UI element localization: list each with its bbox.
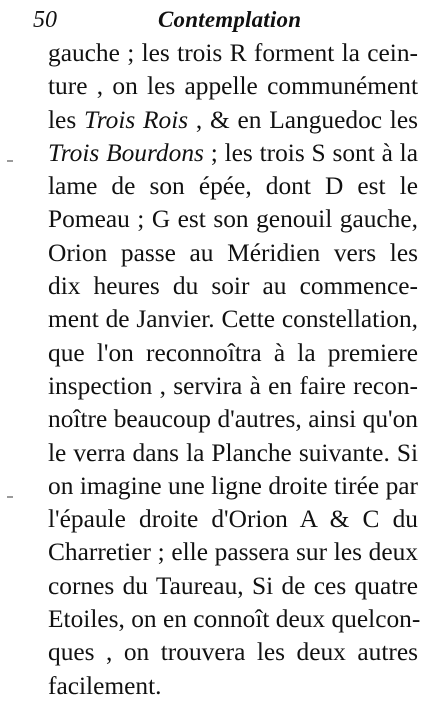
- text-segment: Etoiles, on en connoît deux quelcon-: [48, 605, 421, 634]
- text-segment: cornes du Taureau, Si de ces quatre: [48, 571, 418, 600]
- text-line: [48, 170, 418, 203]
- text-segment: Pomeau ; G est son genouil gauche,: [48, 205, 418, 234]
- text-line: [48, 570, 418, 603]
- page-number: 50: [33, 7, 57, 33]
- page-header: [33, 6, 413, 34]
- text-line: [48, 237, 418, 270]
- text-segment: Charretier ; elle passera sur les deux: [48, 538, 418, 567]
- text-segment: lame de son épée, dont D est le: [48, 172, 418, 201]
- text-segment: facilement.: [48, 671, 162, 700]
- text-line: [48, 503, 418, 536]
- margin-mark: [7, 496, 13, 498]
- body-text: [48, 37, 421, 703]
- text-segment: noître beaucoup d'autres, ainsi qu'on: [48, 405, 418, 434]
- running-title: Contemplation: [158, 7, 302, 32]
- text-line: [48, 437, 418, 470]
- text-segment: que l'on reconnoîtra à la premiere: [48, 338, 418, 367]
- text-segment: , & en Languedoc les: [188, 105, 418, 134]
- text-segment: gauche ; les trois R forment la cein-: [48, 39, 418, 67]
- text-segment: inspection , servira à en faire recon-: [48, 371, 418, 400]
- text-line: [48, 137, 418, 170]
- text-line: [48, 636, 418, 669]
- text-segment: ; les trois S sont à la: [203, 138, 418, 167]
- text-line: [48, 470, 418, 503]
- italic-text: Trois Bourdons: [48, 138, 204, 167]
- text-segment: ture , on les appelle communément: [48, 72, 418, 101]
- text-line: [48, 104, 418, 137]
- text-segment: on imagine une ligne droite tirée par: [48, 471, 418, 500]
- text-line: [48, 303, 418, 336]
- text-segment: le verra dans la Planche suivante. Si: [48, 438, 418, 467]
- text-line: [48, 670, 418, 703]
- text-line: [48, 536, 418, 569]
- text-line: [48, 337, 418, 370]
- text-segment: ment de Janvier. Cette constellation,: [48, 305, 418, 334]
- text-line: [48, 370, 418, 403]
- italic-text: Trois Rois: [83, 105, 189, 134]
- text-segment: l'épaule droite d'Orion A & C du: [48, 505, 418, 534]
- text-line: [48, 603, 421, 636]
- text-segment: ques , on trouvera les deux autres: [48, 638, 418, 667]
- text-line: [48, 70, 418, 103]
- text-segment: dix heures du soir au commence-: [48, 272, 418, 301]
- text-segment: Orion passe au Méridien vers les: [48, 238, 418, 267]
- text-line: [48, 270, 418, 303]
- text-line: [48, 203, 418, 236]
- text-line: [48, 403, 418, 436]
- margin-mark: [7, 160, 13, 162]
- text-segment: les: [48, 105, 84, 134]
- text-line: [48, 37, 418, 70]
